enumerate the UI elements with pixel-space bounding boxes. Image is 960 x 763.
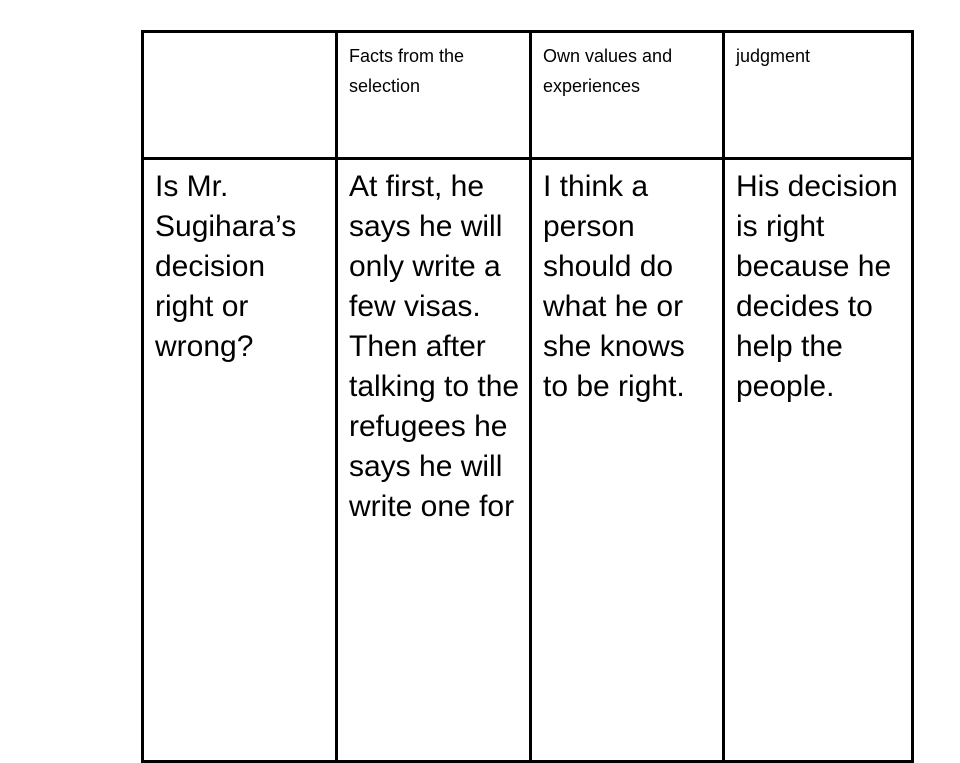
header-text-facts: Facts from the selection: [349, 46, 465, 96]
header-cell-values: [531, 32, 724, 159]
judgment-chart-table: [141, 30, 914, 763]
header-cell-empty: [143, 32, 337, 159]
header-text-empty: [144, 33, 335, 41]
question-text: Is Mr. Sugihara’s decision right or wrong?: [155, 170, 297, 363]
header-cell-facts: [337, 32, 531, 159]
values-cell: [531, 159, 724, 762]
header-text-judgment: judgment: [736, 46, 811, 66]
header-text-values: Own values and experiences: [543, 46, 673, 96]
header-cell-judgment: [724, 32, 913, 159]
content-row: [143, 159, 913, 762]
question-cell: [143, 159, 337, 762]
facts-text: At first, he says he will only write a few visas. Then after talking to the refugees he says he will write one for: [349, 170, 520, 523]
judgment-cell: [724, 159, 913, 762]
facts-cell: [337, 159, 531, 762]
header-row: [143, 32, 913, 159]
values-text: I think a person should do what he or she knows to be right.: [543, 170, 685, 403]
judgment-text: His decision is right because he decides to help the people.: [736, 170, 898, 403]
